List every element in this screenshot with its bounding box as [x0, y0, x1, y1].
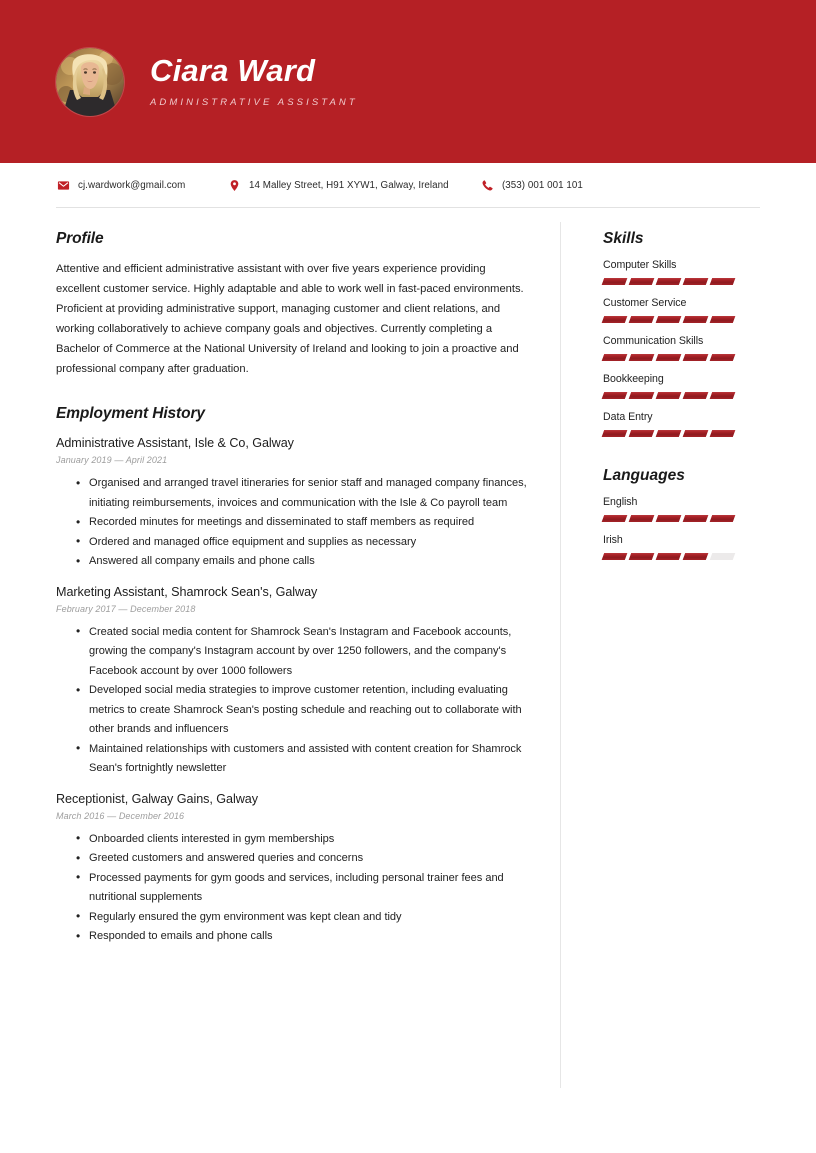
name-block [150, 55, 358, 108]
rating-segment-filled [710, 430, 736, 437]
rating-segment-filled [629, 316, 655, 323]
skill-label: Computer Skills [603, 259, 677, 271]
avatar [56, 48, 124, 116]
skill-rating-bar [603, 392, 734, 399]
rating-segment-filled [629, 553, 655, 560]
candidate-name: Ciara Ward [150, 53, 316, 89]
contact-bar [0, 163, 816, 208]
candidate-job-title: ADMINISTRATIVE ASSISTANT [150, 96, 358, 108]
skill-rating-bar [603, 316, 734, 323]
rating-segment-filled [656, 316, 682, 323]
rating-segment-filled [602, 278, 628, 285]
contact-divider [56, 207, 760, 208]
job-role: Marketing Assistant, Shamrock Sean's, Galway [56, 584, 318, 599]
rating-segment-filled [656, 553, 682, 560]
skill-item [603, 373, 763, 399]
job-role: Receptionist, Galway Gains, Galway [56, 791, 258, 806]
job-bullet: • Maintained relationships with customers and assisted with content creation for Shamrock Sean's fortnightly newsletter [89, 740, 531, 779]
rating-segment-empty [710, 553, 736, 560]
sidebar-column [603, 230, 763, 560]
job-bullets [56, 830, 531, 947]
job-bullets [56, 623, 531, 779]
job-bullet: • Ordered and managed office equipment and supplies as necessary [89, 533, 531, 553]
language-item [603, 534, 763, 560]
rating-segment-filled [683, 515, 709, 522]
contact-email[interactable] [57, 179, 185, 192]
skill-rating-bar [603, 278, 734, 285]
language-label: English [603, 496, 638, 508]
location-pin-icon [228, 179, 241, 192]
portrait-photo-icon [56, 48, 124, 116]
employment-heading: Employment History [56, 405, 205, 422]
rating-segment-filled [710, 316, 736, 323]
skill-label: Customer Service [603, 297, 687, 309]
skill-label: Bookkeeping [603, 373, 664, 385]
rating-segment-filled [683, 392, 709, 399]
email-icon [57, 179, 70, 192]
contact-email-text: cj.wardwork@gmail.com [78, 180, 186, 191]
rating-segment-filled [710, 392, 736, 399]
rating-segment-filled [602, 316, 628, 323]
contact-phone[interactable] [481, 179, 583, 192]
job-bullet: • Greeted customers and answered queries and concerns [89, 849, 531, 869]
job-bullet: • Regularly ensured the gym environment was kept clean and tidy [89, 908, 531, 928]
job-bullet: • Organised and arranged travel itineraries for senior staff and managed company finances, initiating reimbursements, invoices and communication with the Isle & Co payroll team [89, 474, 531, 513]
contact-phone-text: (353) 001 001 101 [502, 180, 583, 191]
rating-segment-filled [683, 278, 709, 285]
job-role: Administrative Assistant, Isle & Co, Galway [56, 436, 294, 450]
rating-segment-filled [629, 515, 655, 522]
job-dates: January 2019 — April 2021 [56, 455, 168, 465]
languages-heading: Languages [603, 467, 685, 484]
language-rating-bar [603, 553, 734, 560]
skill-item [603, 297, 763, 323]
job-bullet: • Onboarded clients interested in gym memberships [89, 830, 531, 850]
job-dates: February 2017 — December 2018 [56, 603, 196, 614]
job-bullet: • Answered all company emails and phone calls [89, 552, 531, 572]
contact-address-text: 14 Malley Street, H91 XYW1, Galway, Ireland [249, 180, 449, 191]
profile-heading: Profile [56, 230, 104, 247]
column-divider [560, 222, 561, 1088]
rating-segment-filled [602, 553, 628, 560]
rating-segment-filled [656, 354, 682, 361]
main-column [56, 230, 531, 947]
skill-label: Communication Skills [603, 335, 704, 347]
skill-item [603, 411, 763, 437]
rating-segment-filled [629, 392, 655, 399]
rating-segment-filled [710, 515, 736, 522]
contact-address[interactable] [228, 179, 449, 192]
skill-label: Data Entry [603, 411, 653, 423]
rating-segment-filled [710, 354, 736, 361]
rating-segment-filled [602, 392, 628, 399]
job-bullet: • Processed payments for gym goods and services, including personal trainer fees and nutritional supplements [89, 869, 531, 908]
profile-text: Attentive and efficient administrative assistant with over five years experience providing excellent customer service. Highly adaptable and able to work well in fast-paced environments. Proficient at providing administrative support, managing customer and client relations, and working collaboratively to achieve company goals and objectives. Currently completing a Bachelor of Commerce at the National University of Ireland and looking to join a proactive and professional company after graduation. [56, 263, 524, 375]
rating-segment-filled [629, 354, 655, 361]
rating-segment-filled [710, 278, 736, 285]
skill-item [603, 335, 763, 361]
resume-header [0, 0, 816, 163]
rating-segment-filled [602, 515, 628, 522]
rating-segment-filled [629, 430, 655, 437]
rating-segment-filled [602, 354, 628, 361]
job-entry [56, 436, 531, 572]
rating-segment-filled [683, 316, 709, 323]
rating-segment-filled [656, 278, 682, 285]
skill-rating-bar [603, 430, 734, 437]
skill-rating-bar [603, 354, 734, 361]
skill-item [603, 259, 763, 285]
job-entry [56, 792, 531, 947]
language-rating-bar [603, 515, 734, 522]
job-bullet: • Developed social media strategies to improve customer retention, including evaluating metrics to create Shamrock Sean's posting schedule and reaching out to collaborate with other brands and influencers [89, 681, 531, 740]
job-entry [56, 585, 531, 779]
job-bullet: • Responded to emails and phone calls [89, 927, 531, 947]
rating-segment-filled [683, 354, 709, 361]
rating-segment-filled [629, 278, 655, 285]
job-bullet: • Recorded minutes for meetings and disseminated to staff members as required [89, 513, 531, 533]
phone-icon [481, 179, 494, 192]
job-bullet: • Created social media content for Shamrock Sean's Instagram and Facebook accounts, growing the company's Instagram account by over 1250 followers, and the company's Facebook account by over 1000 followers [89, 623, 531, 682]
rating-segment-filled [656, 515, 682, 522]
language-item [603, 496, 763, 522]
job-bullets [56, 474, 531, 572]
job-dates: March 2016 — December 2016 [56, 810, 185, 821]
language-label: Irish [603, 534, 623, 546]
rating-segment-filled [656, 430, 682, 437]
rating-segment-filled [683, 553, 709, 560]
rating-segment-filled [602, 430, 628, 437]
rating-segment-filled [656, 392, 682, 399]
skills-heading: Skills [603, 230, 644, 247]
rating-segment-filled [683, 430, 709, 437]
